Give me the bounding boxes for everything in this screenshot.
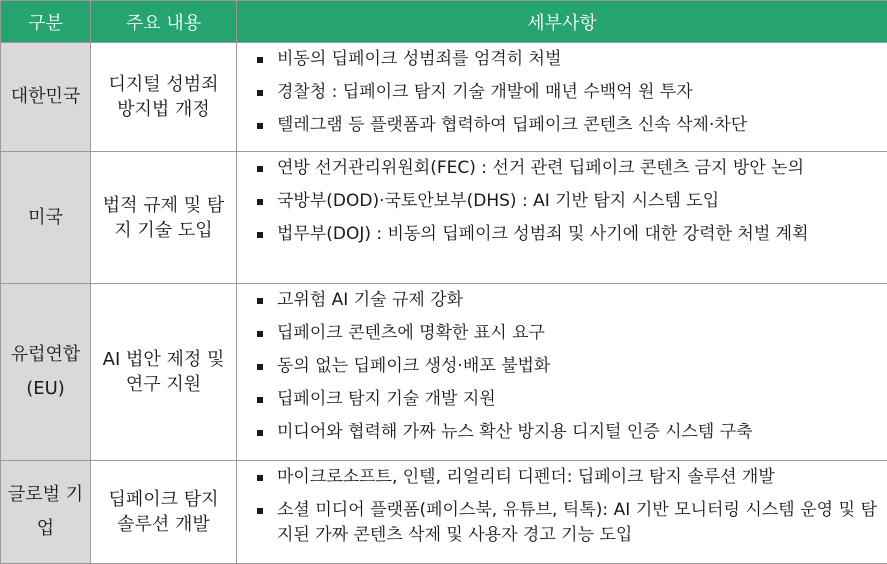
- detail-item: 동의 없는 딥페이크 생성·배포 불법화: [255, 354, 877, 379]
- detail-item: 연방 선거관리위원회(FEC) : 선거 관련 딥페이크 콘텐츠 금지 방안 논의: [255, 156, 877, 181]
- region-cell: 미국: [1, 152, 91, 284]
- summary-cell: 법적 규제 및 탐지 기술 도입: [91, 152, 237, 284]
- details-cell: [237, 43, 887, 152]
- table-row: [1, 461, 887, 564]
- detail-item: 딥페이크 콘텐츠에 명확한 표시 요구: [255, 321, 877, 346]
- detail-item: 마이크로소프트, 인텔, 리얼리티 디펜더: 딥페이크 탐지 솔루션 개발: [255, 465, 877, 490]
- header-category: 구분: [1, 1, 91, 43]
- detail-list: [237, 461, 887, 552]
- details-cell: [237, 461, 887, 564]
- region-cell: 유럽연합 (EU): [1, 284, 91, 461]
- detail-item: 텔레그램 등 플랫폼과 협력하여 딥페이크 콘텐츠 신속 삭제·차단: [255, 113, 877, 138]
- detail-item: 국방부(DOD)·국토안보부(DHS) : AI 기반 탐지 시스템 도입: [255, 189, 877, 214]
- detail-item: 고위험 AI 기술 규제 강화: [255, 288, 877, 313]
- detail-item: 딥페이크 탐지 기술 개발 지원: [255, 387, 877, 412]
- header-row: [1, 1, 887, 43]
- region-cell: 글로벌 기업: [1, 461, 91, 564]
- table-row: [1, 284, 887, 461]
- detail-item: 경찰청 : 딥페이크 탐지 기술 개발에 매년 수백억 원 투자: [255, 80, 877, 105]
- header-main-content: 주요 내용: [91, 1, 237, 43]
- detail-item: 비동의 딥페이크 성범죄를 엄격히 처벌: [255, 47, 877, 72]
- details-cell: [237, 284, 887, 461]
- detail-list: [237, 152, 887, 251]
- summary-cell: 디지털 성범죄 방지법 개정: [91, 43, 237, 152]
- detail-item: 법무부(DOJ) : 비동의 딥페이크 성범죄 및 사기에 대한 강력한 처벌 계획: [255, 222, 877, 247]
- detail-list: [237, 43, 887, 142]
- summary-cell: 딥페이크 탐지 솔루션 개발: [91, 461, 237, 564]
- table-row: [1, 152, 887, 284]
- detail-item: 소셜 미디어 플랫폼(페이스북, 유튜브, 틱톡): AI 기반 모니터링 시스템 운영 및 탐지된 가짜 콘텐츠 삭제 및 사용자 경고 기능 도입: [255, 498, 877, 548]
- region-cell: 대한민국: [1, 43, 91, 152]
- detail-item: 미디어와 협력해 가짜 뉴스 확산 방지용 디지털 인증 시스템 구축: [255, 420, 877, 445]
- table-row: [1, 43, 887, 152]
- details-cell: [237, 152, 887, 284]
- detail-list: [237, 284, 887, 449]
- summary-cell: AI 법안 제정 및 연구 지원: [91, 284, 237, 461]
- header-details: 세부사항: [237, 1, 887, 43]
